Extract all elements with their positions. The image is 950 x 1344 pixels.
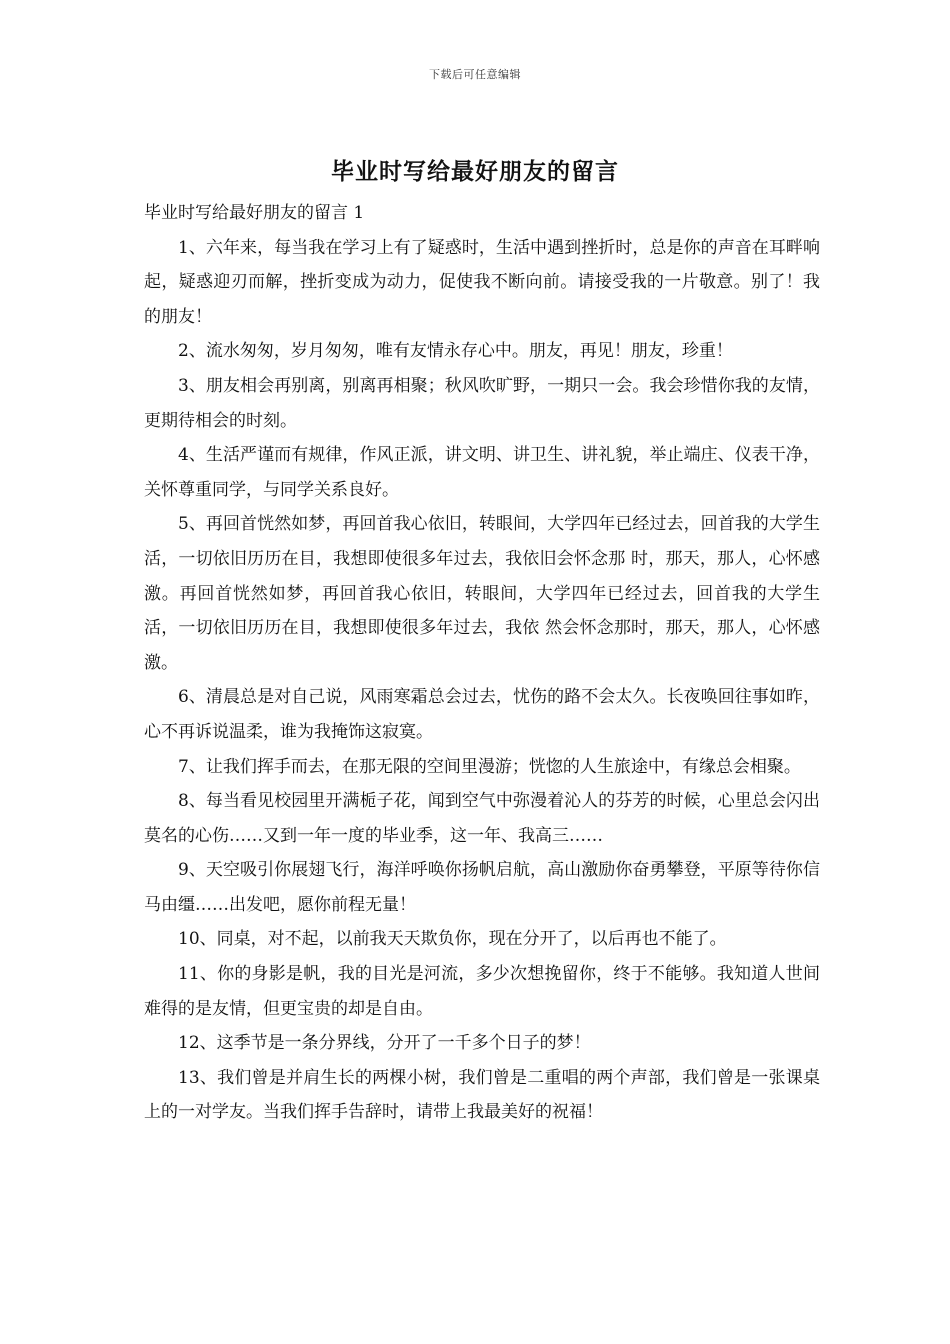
message-paragraph-3: 3、朋友相会再别离，别离再相聚；秋风吹旷野，一期只一会。我会珍惜你我的友情，更期待相会的时刻。 — [144, 375, 820, 431]
message-paragraph-4: 4、生活严谨而有规律，作风正派，讲文明、讲卫生、讲礼貌，举止端庄、仪表干净，关怀尊重同学，与同学关系良好。 — [144, 445, 820, 500]
message-paragraph-2: 2、流水匆匆，岁月匆匆，唯有友情永存心中。朋友，再见！朋友，珍重！ — [178, 341, 733, 362]
message-paragraph-7: 7、让我们挥手而去，在那无限的空间里漫游；恍惚的人生旅途中，有缘总会相聚。 — [178, 756, 801, 777]
section-subtitle: 毕业时写给最好朋友的留言 1 — [144, 203, 365, 223]
message-paragraph-6: 6、清晨总是对自己说，风雨寒霜总会过去，忧伤的路不会太久。长夜唤回往事如昨，心不再诉说温柔，谁为我掩饰这寂寞。 — [144, 687, 820, 742]
message-paragraph-11: 11、你的身影是帆，我的目光是河流，多少次想挽留你，终于不能够。我知道人世间难得的是友情，但更宝贵的却是自由。 — [144, 964, 820, 1019]
message-paragraph-13: 13、我们曾是并肩生长的两棵小树，我们曾是二重唱的两个声部，我们曾是一张课桌上的一对学友。当我们挥手告辞时，请带上我最美好的祝福！ — [144, 1067, 820, 1123]
message-paragraph-9: 9、天空吸引你展翅飞行，海洋呼唤你扬帆启航，高山激励你奋勇攀登，平原等待你信马由缰……出发吧，愿你前程无量！ — [144, 860, 820, 915]
page-header-note: 下载后可任意编辑 — [429, 68, 521, 81]
message-paragraph-8: 8、每当看见校园里开满栀子花，闻到空气中弥漫着沁人的芬芳的时候，心里总会闪出莫名的心伤……又到一年一度的毕业季，这一年、我高三…… — [144, 791, 820, 846]
message-paragraph-12: 12、这季节是一条分界线，分开了一千多个日子的梦！ — [178, 1033, 591, 1054]
message-paragraph-1: 1、六年来，每当我在学习上有了疑惑时，生活中遇到挫折时，总是你的声音在耳畔响起，疑惑迎刃而解，挫折变成为动力，促使我不断向前。请接受我的一片敬意。别了！我的朋友！ — [144, 237, 820, 327]
document-title: 毕业时写给最好朋友的留言 — [331, 158, 619, 185]
message-paragraph-10: 10、同桌，对不起，以前我天天欺负你，现在分开了，以后再也不能了。 — [178, 929, 727, 950]
message-paragraph-5: 5、再回首恍然如梦，再回首我心依旧，转眼间，大学四年已经过去，回首我的大学生活，一切依旧历历在目，我想即使很多年过去，我依旧会怀念那 时，那天，那人，心怀感激。再回首恍然如梦，再回首我心依旧，转眼间，大学四年已经过去，回首我的大学生活，一切依旧历历在目，我想即使很多年过去，我依 然会怀念那时，那天，那人，心怀感激。 — [144, 514, 820, 673]
document-body — [144, 196, 820, 1130]
